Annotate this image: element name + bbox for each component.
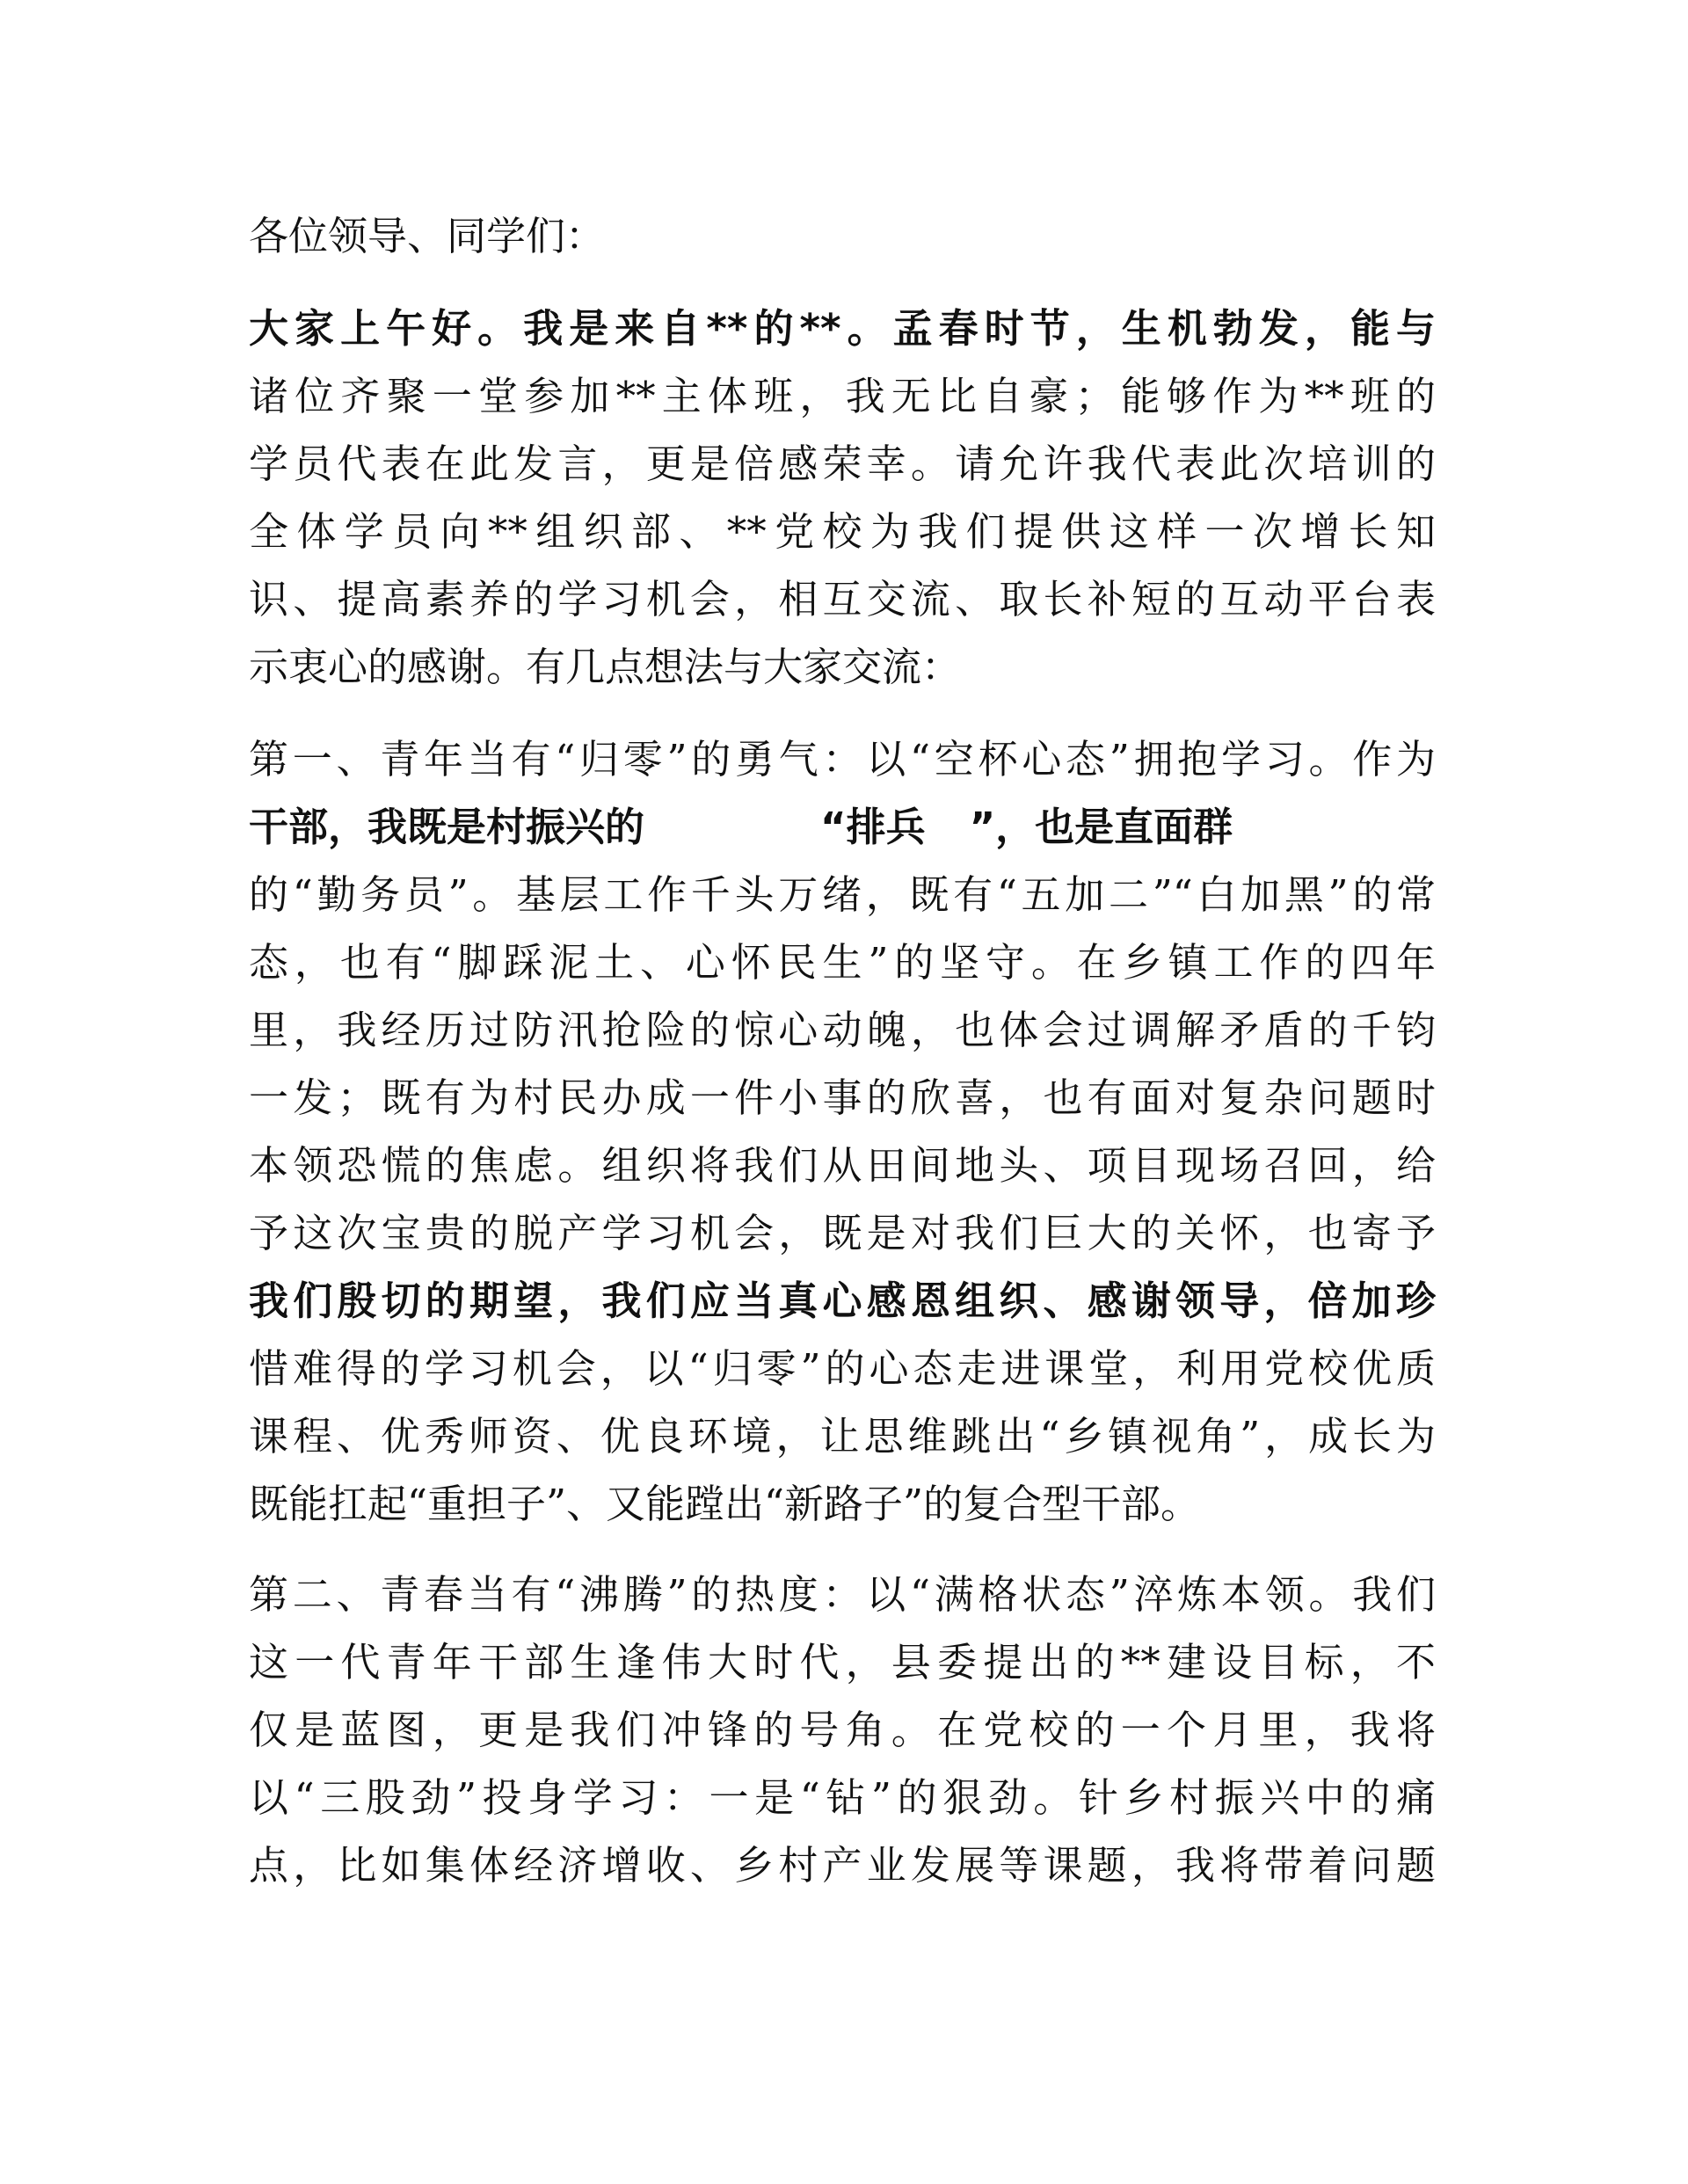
- greeting-line: [249, 202, 1436, 270]
- paragraph-line: 本领恐慌的焦虑。组织将我们从田间地头、项目现场召回，给: [249, 1142, 1436, 1189]
- paragraph-line: 学员代表在此发言，更是倍感荣幸。请允许我代表此次培训的: [249, 440, 1436, 487]
- paragraph-line: 既能扛起“重担子”、又能蹚出“新路子”的复合型干部。: [249, 1481, 1201, 1527]
- paragraph-line: 第二、青春当有“沸腾”的热度：以“满格状态”淬炼本领。我们: [249, 1571, 1436, 1618]
- paragraph-line: 大家上午好。我是来自**的**。孟春时节，生机勃发，能与: [249, 305, 1436, 352]
- paragraph-line: 仅是蓝图，更是我们冲锋的号角。在党校的一个月里，我将: [249, 1707, 1436, 1753]
- greeting-text: 各位领导、同学们：: [249, 213, 606, 259]
- paragraph-line: 课程、优秀师资、优良环境，让思维跳出“乡镇视角”，成长为: [249, 1413, 1436, 1460]
- paragraph-intro: [249, 295, 1436, 701]
- paragraph-line: 我们殷切的期望，我们应当真心感恩组织、感谢领导，倍加珍: [249, 1278, 1436, 1324]
- paragraph-line: 全体学员向**组织部、**党校为我们提供这样一次增长知: [249, 508, 1436, 555]
- paragraph-line: 一发；既有为村民办成一件小事的欣喜，也有面对复杂问题时: [249, 1074, 1436, 1121]
- paragraph-line: 里，我经历过防汛抢险的惊心动魄，也体会过调解矛盾的千钧: [249, 1007, 1436, 1053]
- paragraph-line-with-gap: [249, 793, 1436, 861]
- paragraph-line: 以“三股劲”投身学习：一是“钻”的狠劲。针乡村振兴中的痛: [249, 1774, 1436, 1821]
- paragraph-line: 惜难得的学习机会，以“归零”的心态走进课堂，利用党校优质: [249, 1345, 1436, 1392]
- line-segment: 干部，我既是村振兴的: [249, 804, 645, 850]
- paragraph-line: 的“勤务员”。基层工作千头万绪，既有“五加二”“白加黑”的常: [249, 871, 1436, 918]
- line-segment: ”，也是直面群: [969, 804, 1233, 850]
- paragraph-line: 点，比如集体经济增收、乡村产业发展等课题，我将带着问题: [249, 1842, 1436, 1889]
- paragraph-second-point: [249, 1561, 1436, 1899]
- paragraph-line: 诸位齐聚一堂参加**主体班，我无比自豪；能够作为**班的: [249, 373, 1436, 419]
- paragraph-line: 态，也有“脚踩泥土、心怀民生”的坚守。在乡镇工作的四年: [249, 939, 1436, 986]
- paragraph-line: 予这次宝贵的脱产学习机会，既是对我们巨大的关怀，也寄予: [249, 1210, 1436, 1256]
- paragraph-line: 第一、青年当有“归零”的勇气：以“空杯心态”拥抱学习。作为: [249, 736, 1436, 783]
- paragraph-line: 示衷心的感谢。有几点想法与大家交流：: [249, 644, 962, 690]
- paragraph-first-point: [249, 725, 1436, 1538]
- paragraph-line: 这一代青年干部生逢伟大时代，县委提出的**建设目标，不: [249, 1639, 1436, 1685]
- line-segment: “排兵: [820, 804, 926, 850]
- paragraph-line: 识、提高素养的学习机会，相互交流、取长补短的互动平台表: [249, 576, 1436, 622]
